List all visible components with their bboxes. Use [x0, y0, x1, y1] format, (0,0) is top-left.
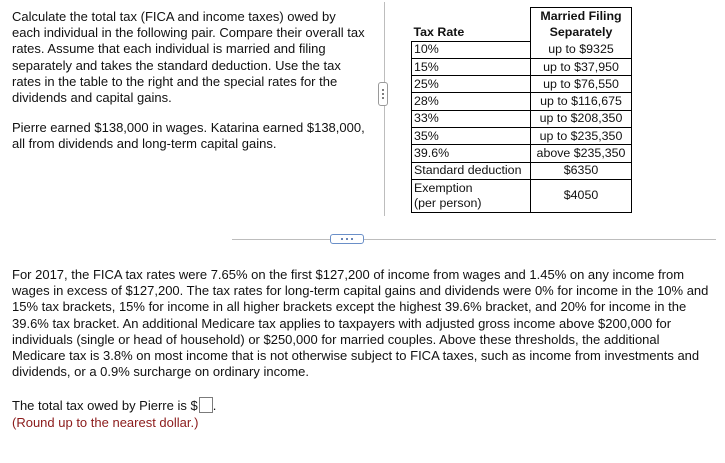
tax-rate-cell: 15%	[412, 58, 531, 75]
bracket-limit-cell: up to $76,550	[531, 76, 632, 93]
bracket-limit-cell: up to $235,350	[531, 128, 632, 145]
exemption-value: $4050	[531, 179, 632, 212]
tax-rate-row	[412, 58, 632, 75]
tax-rate-cell: 39.6%	[412, 145, 531, 162]
tax-rate-cell: 35%	[412, 128, 531, 145]
tax-rate-row	[412, 93, 632, 110]
tax-rate-row	[412, 41, 632, 58]
rounding-note: (Round up to the nearest dollar.)	[12, 415, 199, 430]
answer-line	[12, 397, 216, 413]
panel-resize-handle[interactable]	[378, 82, 388, 106]
header-filing-status-line1: Married Filing	[531, 8, 632, 25]
exemption-label: Exemption (per person)	[412, 179, 531, 212]
horizontal-divider	[232, 239, 716, 240]
bracket-limit-cell: up to $208,350	[531, 110, 632, 127]
dots-icon	[382, 89, 384, 91]
bracket-limit-cell: up to $116,675	[531, 93, 632, 110]
fica-info-text: For 2017, the FICA tax rates were 7.65% on the first $127,200 of income from wages and 1.45% on any income from wages in excess of $127,200. The tax rates for long-term capital gains and dividends were 0% for income in the 10% and 15% tax brackets, 15% for income in all higher brackets except the highest 39.6% bracket, and 20% for income in the 39.6% tax bracket. An additional Medicare tax applies to taxpayers with adjusted gross income above $200,000 for individuals (single or head of household) or $250,000 for married couples. Above these thresholds, the additional Medicare tax is 3.8% on most income that is not otherwise subject to FICA taxes, such as income from investments and dividends, or a 0.9% surcharge on ordinary income.	[12, 267, 709, 380]
tax-rate-row	[412, 110, 632, 127]
problem-scenario: Pierre earned $138,000 in wages. Katarina earned $138,000, all from dividends and long-term capital gains.	[12, 120, 365, 152]
answer-prompt: The total tax owed by Pierre is $	[12, 397, 198, 413]
tax-rate-cell: 28%	[412, 93, 531, 110]
tax-rate-table	[411, 7, 632, 213]
problem-instructions: Calculate the total tax (FICA and income taxes) owed by each individual in the following pair. Compare their overall tax rates. Assume that each individual is married and filing separately and takes the standard deduction. Use the tax rates in the table to the right and the special rates for the dividends and capital gains.	[12, 9, 365, 106]
tax-rate-row	[412, 145, 632, 162]
tax-rate-row	[412, 128, 632, 145]
standard-deduction-label: Standard deduction	[412, 162, 531, 179]
tax-rate-cell: 25%	[412, 76, 531, 93]
standard-deduction-value: $6350	[531, 162, 632, 179]
tax-rate-row	[412, 76, 632, 93]
problem-statement	[12, 9, 367, 153]
section-expand-handle[interactable]	[330, 234, 364, 244]
bracket-limit-cell: up to $9325	[531, 41, 632, 58]
tax-rate-cell: 33%	[412, 110, 531, 127]
header-filing-status-line2: Separately	[531, 24, 632, 41]
header-tax-rate: Tax Rate	[412, 24, 531, 41]
bracket-limit-cell: up to $37,950	[531, 58, 632, 75]
tax-rate-cell: 10%	[412, 41, 531, 58]
vertical-divider	[384, 2, 385, 216]
answer-suffix: .	[212, 397, 217, 413]
bracket-limit-cell: above $235,350	[531, 145, 632, 162]
more-icon	[341, 238, 343, 240]
answer-input[interactable]	[199, 397, 213, 413]
